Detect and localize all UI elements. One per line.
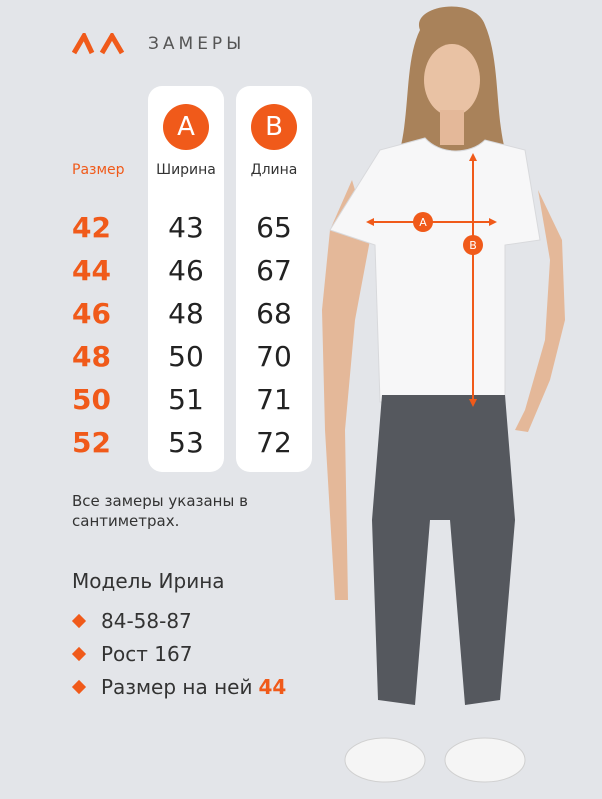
size-list <box>72 206 111 464</box>
badge-a: A <box>163 104 209 150</box>
width-value: 46 <box>168 254 204 287</box>
width-card <box>148 86 224 472</box>
diamond-bullet-icon <box>72 613 86 627</box>
length-value: 72 <box>256 426 292 459</box>
model-height: Рост 167 <box>101 641 193 666</box>
width-value: 50 <box>168 340 204 373</box>
right-shoe-shape <box>445 738 525 782</box>
size-value: 48 <box>72 340 111 373</box>
length-column-label: Длина <box>250 162 298 178</box>
list-item <box>72 670 286 703</box>
model-params-list <box>72 604 286 703</box>
size-value: 44 <box>72 254 111 287</box>
model-size-text: Размер на ней <box>101 674 253 699</box>
left-shoe-shape <box>345 738 425 782</box>
size-value: 46 <box>72 297 111 330</box>
width-value: 43 <box>168 211 204 244</box>
jeans-shape <box>372 395 515 705</box>
length-value: 70 <box>256 340 292 373</box>
model-photo <box>300 0 602 799</box>
width-column-label: Ширина <box>156 162 216 178</box>
model-title: Модель Ирина <box>72 569 225 593</box>
left-arm-shape <box>322 180 370 600</box>
model-size-value: 44 <box>258 674 287 699</box>
list-item <box>72 637 286 670</box>
list-item <box>72 604 286 637</box>
measure-b-label: B <box>469 239 477 252</box>
badge-b: B <box>251 104 297 150</box>
brand-logo-icon <box>72 33 126 55</box>
face-shape <box>424 44 480 116</box>
diamond-bullet-icon <box>72 679 86 693</box>
width-value: 53 <box>168 426 204 459</box>
length-value: 65 <box>256 211 292 244</box>
neck-shape <box>440 110 464 145</box>
size-value: 42 <box>72 211 111 244</box>
width-value: 48 <box>168 297 204 330</box>
length-value: 71 <box>256 383 292 416</box>
size-column-label: Размер <box>72 162 125 178</box>
measure-a-label: A <box>419 216 427 229</box>
page-title: ЗАМЕРЫ <box>148 34 246 54</box>
model-measurements: 84-58-87 <box>101 608 192 633</box>
units-note: Все замеры указаны в сантиметрах. <box>72 492 248 530</box>
length-value: 68 <box>256 297 292 330</box>
size-value: 50 <box>72 383 111 416</box>
diamond-bullet-icon <box>72 646 86 660</box>
width-value: 51 <box>168 383 204 416</box>
size-value: 52 <box>72 426 111 459</box>
brand-header <box>72 33 245 55</box>
length-value: 67 <box>256 254 292 287</box>
